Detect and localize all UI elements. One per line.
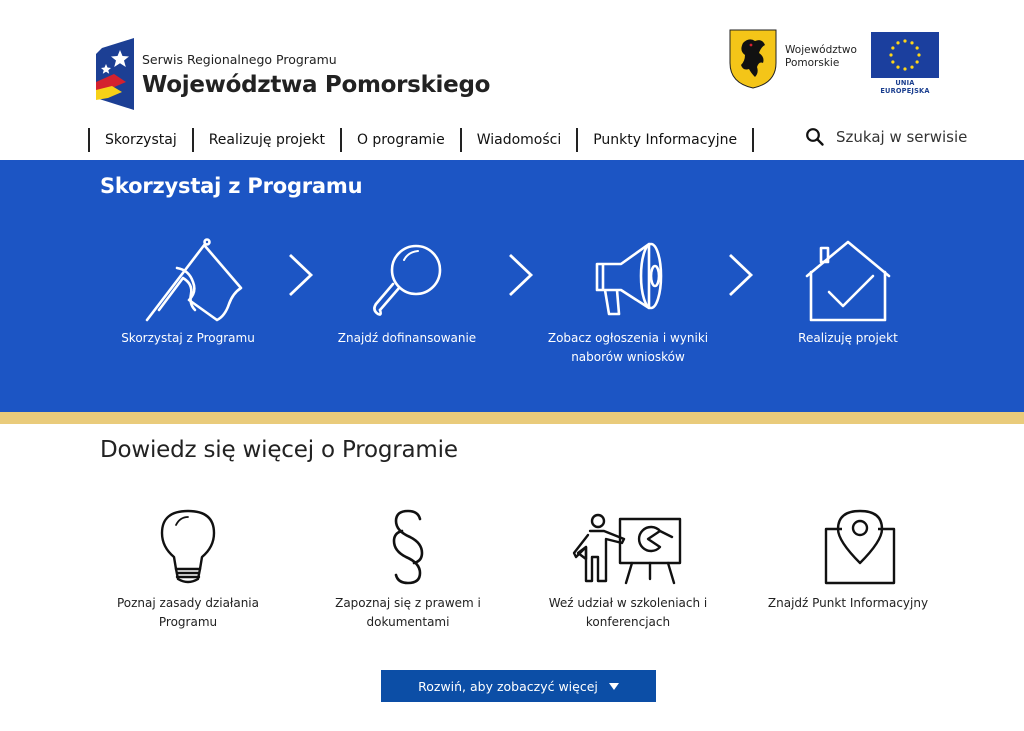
- region-name-line2: Pomorskie: [785, 57, 840, 69]
- nav-item-o-programie[interactable]: O programie: [342, 128, 462, 152]
- paragraph-icon: [348, 507, 468, 587]
- region-crest-icon: [729, 29, 777, 89]
- main-nav: [88, 128, 754, 152]
- info-label-poznaj-line2: Programu: [158, 615, 218, 629]
- triangle-down-icon: [609, 683, 619, 690]
- hero-section: [0, 160, 1024, 412]
- expand-more-label: Rozwiń, aby zobaczyć więcej: [418, 678, 598, 694]
- eu-star: [910, 66, 913, 69]
- eu-star: [916, 46, 919, 49]
- nav-item-skorzystaj[interactable]: Skorzystaj: [90, 128, 194, 152]
- info-label-zapoznaj-line2: dokumentami: [366, 615, 450, 629]
- gold-stripe: [0, 412, 1024, 424]
- step-zobacz-ogloszenia[interactable]: [518, 238, 738, 367]
- step-label-znajdz: Znajdź dofinansowanie: [337, 331, 477, 345]
- megaphone-icon: [573, 238, 683, 324]
- house-check-icon: [793, 238, 903, 324]
- lightbulb-icon: [128, 507, 248, 587]
- eu-star: [891, 60, 894, 63]
- info-szkolenia[interactable]: [523, 507, 733, 632]
- info-poznaj-zasady[interactable]: [83, 507, 293, 632]
- search-link[interactable]: [805, 127, 967, 147]
- eu-star: [903, 39, 906, 42]
- flag-icon: [133, 238, 243, 324]
- eu-star: [910, 41, 913, 44]
- eu-star: [896, 41, 899, 44]
- hero-title: Skorzystaj z Programu: [100, 174, 363, 198]
- eu-flag-icon: [871, 32, 939, 78]
- logo-subtitle: Serwis Regionalnego Programu: [142, 52, 337, 67]
- step-realizuje-projekt[interactable]: [738, 238, 958, 348]
- info-label-punkt: Znajdź Punkt Informacyjny: [767, 596, 929, 610]
- info-label-szkolenia-line1: Weź udział w szkoleniach i: [548, 596, 708, 610]
- nav-item-realizuje-projekt[interactable]: Realizuję projekt: [194, 128, 342, 152]
- info-punkt-informacyjny[interactable]: [743, 507, 953, 613]
- info-label-poznaj-line1: Poznaj zasady działania: [116, 596, 259, 610]
- region-name-line1: Województwo: [785, 44, 857, 56]
- info-label-poznaj: [83, 594, 293, 632]
- eu-star: [903, 67, 906, 70]
- nav-item-wiadomosci[interactable]: Wiadomości: [462, 128, 579, 152]
- step-label-zobacz: [518, 329, 738, 367]
- step-label-skorzystaj: Skorzystaj z Programu: [121, 331, 255, 345]
- region-name: [785, 44, 869, 70]
- eu-star: [889, 53, 892, 56]
- eu-star: [891, 46, 894, 49]
- map-pin-icon: [788, 507, 908, 587]
- info-label-zapoznaj: [303, 594, 513, 632]
- step-znajdz-dofinansowanie[interactable]: [297, 238, 517, 348]
- presentation-icon: [568, 507, 688, 587]
- info-label-szkolenia-line2: konferencjach: [585, 615, 671, 629]
- info-zapoznaj-z-prawem[interactable]: [303, 507, 513, 632]
- magnifier-icon: [352, 238, 462, 324]
- program-logo-icon[interactable]: [96, 38, 136, 110]
- info-label-szkolenia: [523, 594, 733, 632]
- step-label-realizuje: Realizuję projekt: [798, 331, 898, 345]
- info-label-zapoznaj-line1: Zapoznaj się z prawem i: [335, 596, 481, 610]
- more-section-title: Dowiedz się więcej o Programie: [100, 437, 458, 463]
- eu-star: [916, 60, 919, 63]
- step-label-zobacz-line1: Zobacz ogłoszenia i wyniki: [547, 331, 709, 345]
- eu-star: [896, 66, 899, 69]
- eu-label: UNIA EUROPEJSKA: [880, 79, 930, 95]
- logo-title[interactable]: Województwa Pomorskiego: [142, 72, 491, 98]
- step-label-zobacz-line2: naborów wniosków: [571, 350, 685, 364]
- search-label: Szukaj w serwisie: [836, 128, 968, 146]
- site-header: [0, 0, 1024, 160]
- step-skorzystaj[interactable]: [78, 238, 298, 348]
- nav-item-punkty-informacyjne[interactable]: Punkty Informacyjne: [578, 128, 754, 152]
- eu-star: [917, 53, 920, 56]
- search-icon: [805, 127, 825, 147]
- expand-more-button[interactable]: [381, 670, 656, 702]
